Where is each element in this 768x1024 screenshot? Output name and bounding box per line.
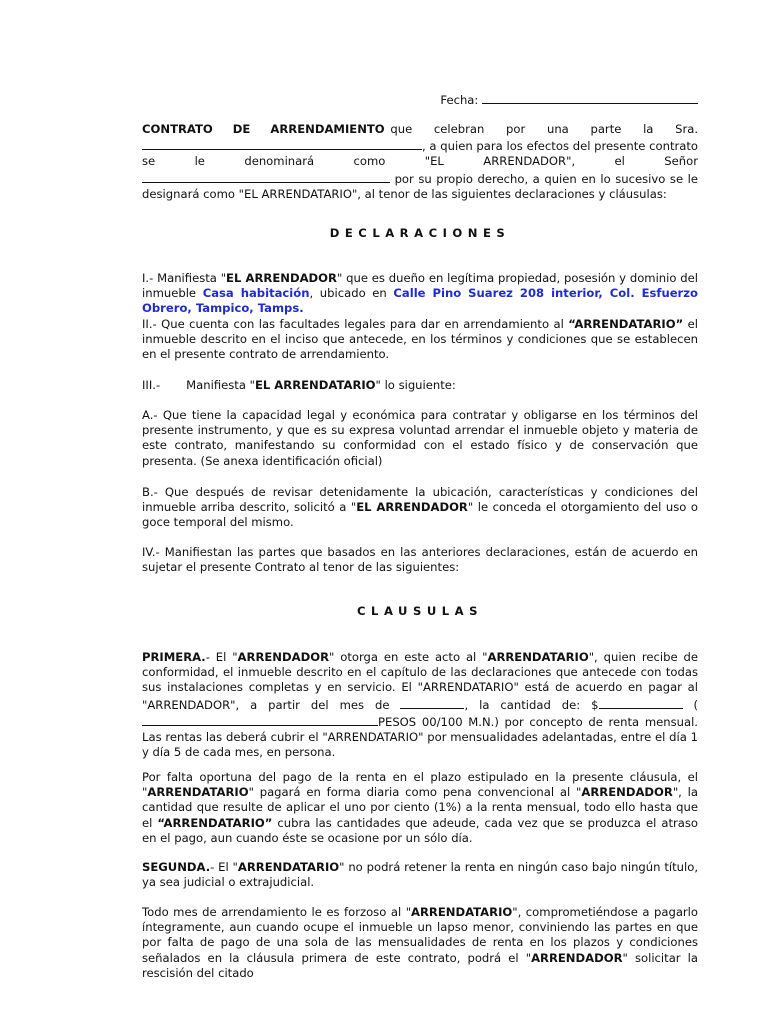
intro-text-3: por su propio derecho, a quien en lo sucesivo se le designará como "EL ARRENDATARIO", al tenor de las siguientes declaraciones y cláusulas: bbox=[142, 171, 698, 201]
falta-arrendatario-2: “ARRENDATARIO” bbox=[157, 815, 273, 830]
decl-I-text-a: I.- Manifiesta " bbox=[142, 271, 227, 285]
todo-arrendador: ARRENDADOR bbox=[531, 950, 623, 965]
falta-text-e: ", la cantidad que resulte de aplicar el uno por ciento (1%) a la renta mensual, todo ello hasta que el bbox=[142, 785, 698, 830]
primera-text-g: ( bbox=[693, 697, 699, 712]
primera-label: PRIMERA. bbox=[142, 650, 206, 664]
decl-III-text-a: Manifiesta " bbox=[186, 378, 255, 392]
decl-A-text: A.- Que tiene la capacidad legal y económica para contratar y obligarse en los términos del presente instrumento, y que es su expresa voluntad arrendar el inmueble objeto y materia de este contrato, manifestando su conformidad con el estado físico y de conservación que presenta. (Se anexa identificación oficial) bbox=[142, 408, 698, 468]
month-blank bbox=[400, 696, 464, 709]
intro-text-2: , a quien para los efectos del presente contrato se le denominará como "EL ARRENDADOR", el Señor bbox=[142, 139, 698, 169]
arrendador-name-blank bbox=[142, 137, 422, 150]
decl-III-num: III.- bbox=[142, 378, 161, 392]
contract-title: CONTRATO DE ARRENDAMIENTO bbox=[142, 122, 385, 136]
falta-text-g: cubra las cantidades que adeude, cada vez que se produzca el atraso en el pago, aun cuando éste se ocasione por un sólo día. bbox=[142, 815, 698, 845]
clausula-primera bbox=[142, 650, 698, 760]
declaracion-I bbox=[142, 271, 698, 317]
declaracion-IV bbox=[142, 545, 698, 575]
property-type: Casa habitación bbox=[202, 286, 310, 301]
decl-B-text-a: B.- Que después de revisar detenidamente la ubicación, características y condiciones del inmueble arriba descrito, solicitó a " bbox=[142, 485, 698, 515]
intro-text-1: que celebran por una parte la Sra. bbox=[390, 122, 699, 136]
todo-text-e: " solicitar la rescisión del citado bbox=[142, 950, 699, 980]
todo-text-a: Todo mes de arrendamiento le es forzoso al " bbox=[142, 905, 412, 919]
declaraciones-heading: DECLARACIONES bbox=[329, 226, 511, 240]
falta-arrendatario: ARRENDATARIO bbox=[147, 785, 249, 800]
clausulas-heading-wrap bbox=[142, 604, 698, 619]
primera-text-a: - El " bbox=[205, 650, 238, 664]
segunda-label: SEGUNDA. bbox=[142, 860, 211, 874]
arrendatario-name-blank bbox=[142, 170, 390, 183]
intro-paragraph bbox=[142, 122, 698, 202]
property-address: Calle Pino Suarez 208 interior, Col. Esfuerzo Obrero, Tampico, Tamps. bbox=[142, 286, 698, 316]
todo-text-c: ", comprometiéndose a pagarlo íntegramente, aun cuando ocupe el inmueble un lapso menor, conviniendo las partes en que por falta de pago de una sola de las mensualidades de renta en los plazos y condiciones señalados en la cláusula primera de este contrato, podrá el " bbox=[142, 905, 699, 965]
primera-text-c: " otorga en este acto al " bbox=[329, 650, 488, 664]
decl-II-text-a: II.- Que cuenta con las facultades legales para dar en arrendamiento al bbox=[142, 316, 569, 331]
amount-words-blank bbox=[142, 713, 378, 726]
decl-B-arrendador: EL ARRENDADOR bbox=[356, 500, 468, 515]
amount-blank bbox=[599, 696, 683, 709]
decl-II-text-c: el inmueble descrito en el inciso que antecede, en los términos y condiciones que se establecen en el presente contrato de arrendamiento. bbox=[142, 316, 698, 362]
decl-I-text-e: , ubicado en bbox=[309, 286, 394, 301]
decl-III-text-c: " lo siguiente: bbox=[375, 378, 456, 392]
segunda-text-a: - El " bbox=[210, 860, 238, 874]
declaraciones-heading-wrap bbox=[142, 226, 698, 241]
decl-I-text-c: " que es dueño en legítima propiedad, posesión y dominio del inmueble bbox=[142, 271, 698, 301]
decl-I-arrendador: EL ARRENDADOR bbox=[226, 271, 337, 285]
segunda-text-c: " no podrá retener la renta en ningún caso bajo ningún título, ya sea judicial o extrajudicial. bbox=[142, 860, 699, 890]
clausula-todo-mes bbox=[142, 905, 698, 981]
falta-arrendador: ARRENDADOR bbox=[581, 785, 673, 800]
primera-text-e: ", quien recibe de conformidad, el inmueble descrito en el capítulo de las declaraciones que antecede con todas sus instalaciones completas y en servicio. El "ARRENDATARIO" está de acuerdo en pagar al "ARRENDADOR", a partir del mes de bbox=[142, 650, 699, 712]
declaracion-A bbox=[142, 408, 698, 469]
falta-text-c: " pagará en forma diaria como pena convencional al " bbox=[248, 785, 582, 800]
date-blank bbox=[482, 91, 698, 104]
declaracion-B bbox=[142, 485, 698, 531]
primera-text-h: PESOS 00/100 M.N.) por concepto de renta mensual. Las rentas las deberá cubrir el "ARRENDATARIO" por mensualidades adelantadas, entre el día 1 y día 5 de cada mes, en persona. bbox=[142, 714, 698, 760]
primera-arrendador: ARRENDADOR bbox=[237, 650, 330, 664]
declaracion-III bbox=[142, 378, 698, 393]
decl-IV-text: IV.- Manifiestan las partes que basados en las anteriores declaraciones, están de acuerdo en sujetar el presente Contrato al tenor de las siguientes: bbox=[142, 545, 698, 575]
primera-text-f: , la cantidad de: $ bbox=[464, 697, 599, 712]
decl-III-arrendatario: EL ARRENDATARIO bbox=[254, 378, 376, 392]
clausula-segunda bbox=[142, 860, 698, 890]
clausula-falta-pago bbox=[142, 770, 698, 846]
segunda-arrendatario: ARRENDATARIO bbox=[237, 860, 340, 874]
declaracion-I-II bbox=[142, 271, 698, 362]
declaracion-II bbox=[142, 317, 698, 363]
decl-B-text-c: " le conceda el otorgamiento del uso o goce temporal del mismo. bbox=[142, 500, 698, 530]
decl-II-arrendatario: “ARRENDATARIO” bbox=[568, 316, 684, 331]
date-line bbox=[142, 91, 698, 108]
primera-arrendatario: ARRENDATARIO bbox=[487, 650, 589, 664]
falta-text-a: Por falta oportuna del pago de la renta en el plazo estipulado en la presente cláusula, el " bbox=[142, 770, 698, 800]
date-label: Fecha: bbox=[440, 93, 479, 107]
todo-arrendatario: ARRENDATARIO bbox=[411, 905, 513, 919]
clausulas-heading: CLAUSULAS bbox=[357, 604, 483, 618]
